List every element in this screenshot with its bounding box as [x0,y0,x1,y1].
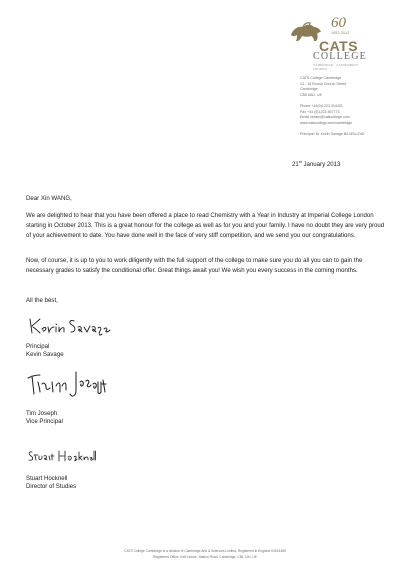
address-line: 13 - 15 Round Church Street [300,81,346,86]
college-logo [283,16,373,74]
email-line: Email cscam@catscollege.com [300,115,350,120]
address-line: CB5 8AD, UK [300,93,322,98]
date-suffix: st [298,160,302,164]
anniversary-number: 60 [331,15,346,31]
signature-kevin-savage [26,315,112,337]
phone-line: Phone +44(0)1223 314431 [300,103,343,108]
signer-name: Tim Joseph [26,410,58,417]
signer-title: Vice Principal [26,418,63,426]
principal-line: Principal: Dr Kevin Savage BA MSc EdD [300,131,365,136]
signer-block-vice-principal [26,410,63,427]
logo-tagline: CAMBRIDGE · CANTERBURY · LONDON [313,63,362,71]
signer-name: Kevin Savage [26,351,64,359]
salutation: Dear Xin WANG, [26,195,72,202]
letter-footer [40,549,370,560]
signature-stuart-hocknell [26,449,96,463]
signer-title: Director of Studies [26,483,77,491]
fax-line: Fax +44 (0)1223 467773 [300,109,340,114]
paragraph-2: Now, of course, it is up to you to work diligently with the full support of the college to make sure you do all you can to gain the necessary grades to satisfy the conditional offer. Great things await you! We wish you every success in the coming months. [26,257,363,274]
paragraph-1: We are delighted to hear that you have been offered a place to read Chemistry with a Year in Industry at Imperial College London starting in October 2013. This is a great honour for the college as well as for you and your family. I have no doubt they are very proud of your achievement to date. You have done well in the face of very stiff competition, and we send you our congratulations. [26,212,385,239]
letter-date [292,160,392,168]
address-line: Cambridge [300,87,318,92]
signer-block-principal [26,343,64,360]
date-day: 21 [292,161,299,169]
date-rest: January 2013 [301,161,341,169]
signer-block-director-of-studies [26,475,76,492]
signer-title: Principal [26,343,50,350]
closing: All the best, [26,297,58,304]
signature-tim-joseph [26,368,108,400]
logo-subname: COLLEGE [313,51,367,62]
website-line: www.catscollege.com/cambridge [300,120,353,125]
footer-line-2: Registered Office: Kett House, Station Road, Cambridge, CB1 2JH, UK [153,554,257,559]
address-line: CATS College Cambridge [300,76,342,80]
sender-address [300,76,400,137]
logo-name: CATS [319,38,359,54]
signer-name: Stuart Hocknell [26,475,68,482]
footer-line-1: CATS College Cambridge is a division of Cambridge Arts & Sciences Limited, Registered in England 03014480 [124,549,286,553]
anniversary-years: 1952-2012 [331,31,350,35]
lion-icon [289,21,323,43]
